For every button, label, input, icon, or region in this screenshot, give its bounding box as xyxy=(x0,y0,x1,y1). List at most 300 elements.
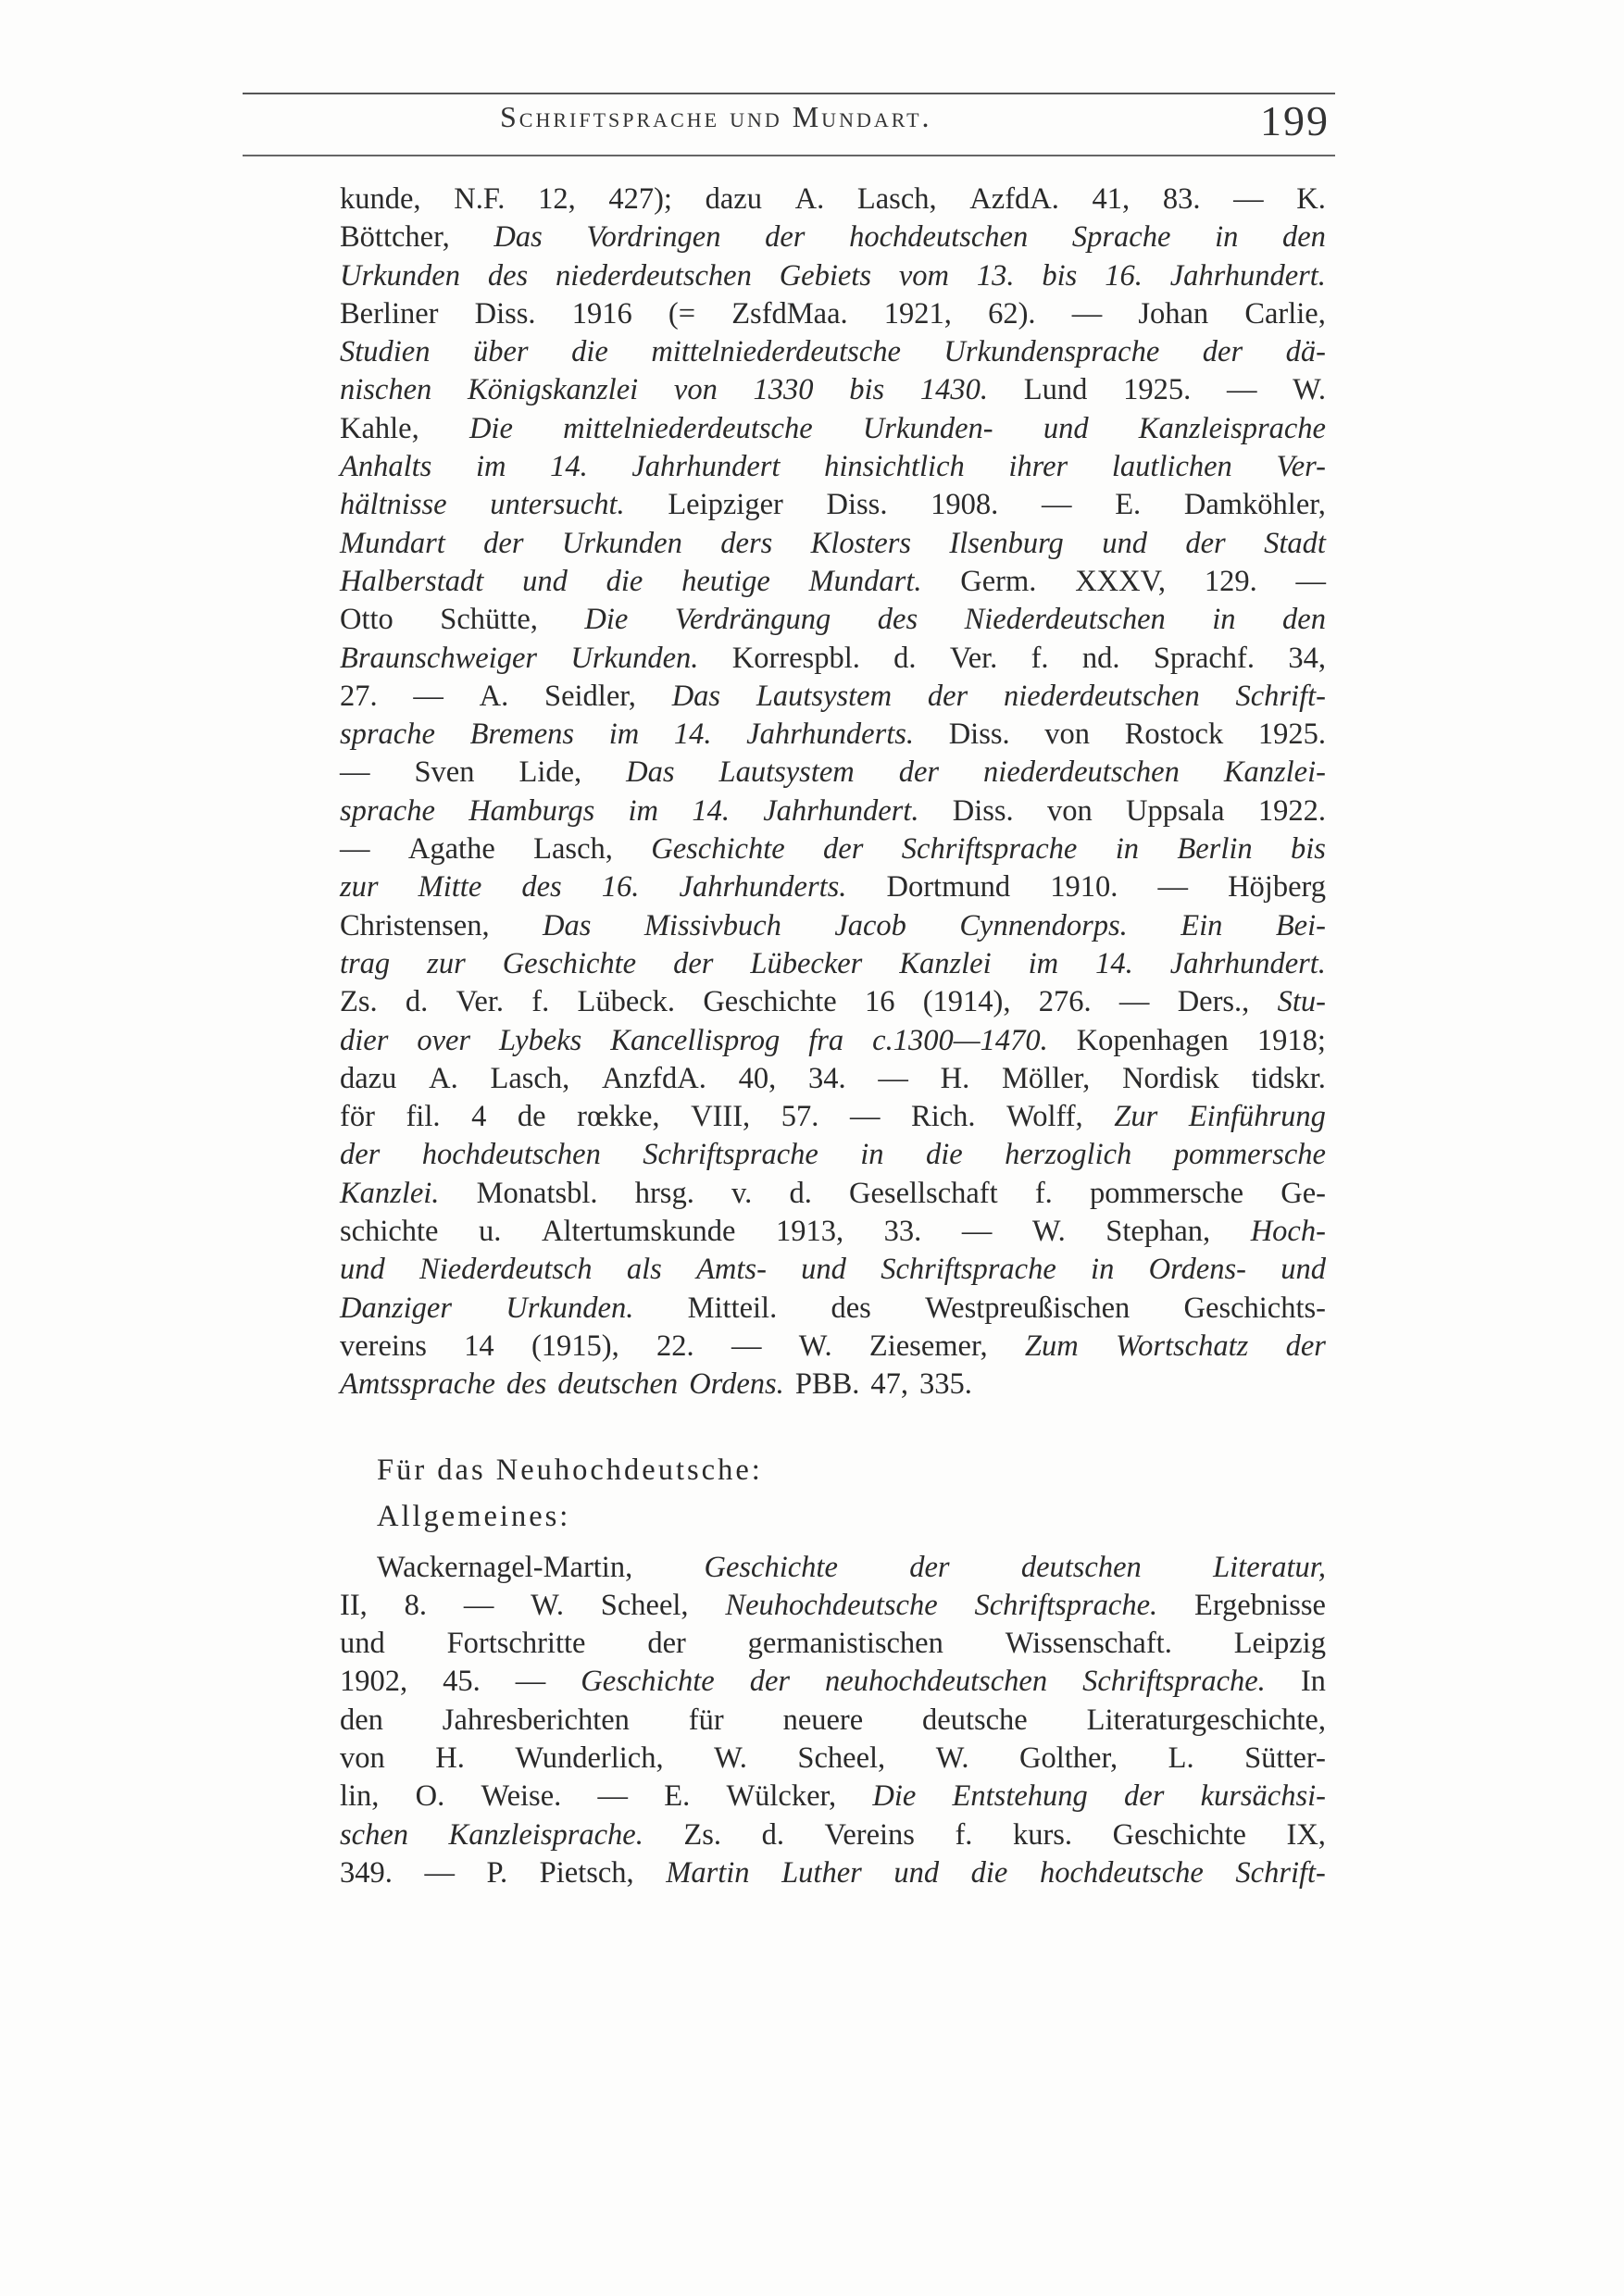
word: — xyxy=(1118,985,1150,1019)
word: lin, xyxy=(340,1779,380,1814)
word: Diss. xyxy=(826,488,888,522)
word: Altertumskunde xyxy=(541,1215,736,1249)
word: Ziesemer, xyxy=(868,1329,988,1363)
text-line xyxy=(340,333,1326,371)
word: W. xyxy=(935,1741,969,1775)
word: zur xyxy=(427,946,466,980)
word: Mundart xyxy=(340,526,445,560)
word: über xyxy=(473,335,529,369)
word: f. xyxy=(955,1817,973,1852)
word: Diss. xyxy=(474,296,536,331)
word: bis xyxy=(1291,832,1326,867)
word: 1921, xyxy=(883,296,952,331)
text-line xyxy=(340,907,1326,945)
word: d. xyxy=(405,985,429,1019)
word: sprache xyxy=(340,793,435,828)
word: — xyxy=(731,1329,762,1363)
word: Otto xyxy=(340,603,394,637)
running-head: Schriftsprache und Mundart. xyxy=(500,100,932,133)
text-line xyxy=(340,448,1326,486)
word: in xyxy=(1215,220,1239,255)
word: 1922. xyxy=(1257,793,1326,828)
word: Dortmund xyxy=(886,870,1011,905)
word: Verdrängung xyxy=(674,603,831,637)
word: 12, xyxy=(538,182,576,216)
word: Berliner xyxy=(340,296,439,331)
word: Amts- xyxy=(696,1253,767,1287)
text-line xyxy=(340,1702,1326,1740)
word: im xyxy=(608,718,640,752)
word: Lautsystem xyxy=(718,755,855,790)
text-line xyxy=(340,563,1326,601)
word: Ordens. xyxy=(689,1367,784,1402)
word: von xyxy=(673,373,718,407)
text-line xyxy=(340,1366,1326,1404)
word: Scheel, xyxy=(600,1588,689,1622)
word: Braunschweiger xyxy=(340,641,538,675)
word: Monatsbl. xyxy=(476,1176,598,1210)
text-line xyxy=(340,525,1326,563)
word: Schriftsprache xyxy=(881,1253,1056,1287)
word: Rostock xyxy=(1124,718,1224,752)
text-line xyxy=(340,601,1326,639)
word: 349. xyxy=(340,1855,393,1890)
word: d. xyxy=(893,641,917,675)
word: Geschichte xyxy=(581,1665,715,1699)
word: deutschen xyxy=(557,1367,679,1402)
word: Das xyxy=(626,755,675,790)
word: Kahle, xyxy=(340,411,419,445)
word: heutige xyxy=(681,564,770,598)
word: der xyxy=(909,1550,950,1584)
text-line xyxy=(340,257,1326,295)
word: Geschichte xyxy=(502,946,637,980)
word: Scheel, xyxy=(797,1741,886,1775)
word: A. xyxy=(794,182,825,216)
word: des xyxy=(506,1367,547,1402)
word: Sprache xyxy=(1071,220,1171,255)
word: Golther, xyxy=(1019,1741,1118,1775)
word: Entstehung xyxy=(952,1779,1088,1814)
word: 14 xyxy=(464,1329,494,1363)
word: im xyxy=(1028,946,1059,980)
word: 14. xyxy=(692,793,730,828)
word: der xyxy=(749,1665,791,1699)
word: des xyxy=(877,603,918,637)
word: Zum xyxy=(1024,1329,1079,1363)
word: Neuhochdeutsche xyxy=(725,1588,938,1622)
word: 62). xyxy=(988,296,1036,331)
word: H. xyxy=(940,1061,970,1095)
word: Leipzig xyxy=(1233,1627,1326,1661)
word: nd. xyxy=(1081,641,1120,675)
word: 427); xyxy=(608,182,672,216)
word: N.F. xyxy=(454,182,506,216)
word: Lübecker xyxy=(750,946,863,980)
word: Ver. xyxy=(456,985,504,1019)
word: den xyxy=(1282,603,1326,637)
word: in xyxy=(1115,832,1139,867)
word: d. xyxy=(761,1817,784,1852)
word: hinsichtlich xyxy=(824,450,965,484)
word: Urkundensprache xyxy=(943,335,1160,369)
word: Kanzlei- xyxy=(1223,755,1326,790)
word: fil. xyxy=(406,1100,441,1134)
word: Lund xyxy=(1023,373,1088,407)
word: Niederdeutsch xyxy=(419,1253,593,1287)
word: 45. xyxy=(443,1665,481,1699)
word: Das xyxy=(493,220,543,255)
word: und xyxy=(1043,411,1089,445)
word: 47, xyxy=(870,1367,908,1402)
word: — xyxy=(961,1215,993,1249)
word: von xyxy=(1044,718,1091,752)
word: 83. xyxy=(1162,182,1201,216)
word: Stadt xyxy=(1264,526,1326,560)
word: von xyxy=(340,1741,385,1775)
text-line xyxy=(340,1625,1326,1663)
word: Studien xyxy=(340,335,431,369)
word: Urkunden. xyxy=(570,641,699,675)
text-line xyxy=(340,1136,1326,1174)
word: und xyxy=(1280,1253,1326,1287)
word: c.1300—1470. xyxy=(872,1023,1048,1057)
word: Jahrhunderts. xyxy=(679,870,847,905)
word: 27. xyxy=(340,679,378,713)
word: der xyxy=(823,832,864,867)
word: 1913, xyxy=(775,1215,844,1249)
word: Niederdeutschen xyxy=(964,603,1166,637)
word: Wackernagel-Martin, xyxy=(377,1550,633,1584)
word: 57. xyxy=(781,1100,819,1134)
word: — xyxy=(849,1100,881,1134)
word: mittelniederdeutsche xyxy=(651,335,901,369)
word: Christensen, xyxy=(340,908,490,942)
word: der xyxy=(1202,335,1243,369)
text-line xyxy=(340,295,1326,333)
word: dazu xyxy=(340,1061,397,1095)
word: — xyxy=(1041,488,1072,522)
word: 129. xyxy=(1204,564,1257,598)
word: Lasch, xyxy=(533,832,613,867)
word: pommersche xyxy=(1173,1138,1326,1172)
word: Jahrhundert. xyxy=(1169,946,1326,980)
word: O. xyxy=(415,1779,445,1814)
word: Zs. xyxy=(683,1817,722,1852)
word: XXXV, xyxy=(1075,564,1167,598)
word: 276. xyxy=(1038,985,1092,1019)
word: des xyxy=(831,1291,871,1325)
word: Uppsala xyxy=(1126,793,1225,828)
word: als xyxy=(626,1253,662,1287)
word: — xyxy=(340,832,370,867)
word: Germ. xyxy=(960,564,1037,598)
word: ihrer xyxy=(1008,450,1068,484)
word: Lasch, xyxy=(856,182,937,216)
word: 1330 xyxy=(753,373,814,407)
word: — xyxy=(424,1855,455,1890)
word: Geschichts- xyxy=(1183,1291,1326,1325)
word: Lasch, xyxy=(490,1061,570,1095)
word: für xyxy=(688,1703,724,1737)
word: 1916 xyxy=(571,296,632,331)
word: dä- xyxy=(1285,335,1326,369)
word: Diss. xyxy=(948,718,1010,752)
word: Fortschritte xyxy=(446,1627,586,1661)
word: fra xyxy=(808,1023,844,1057)
word: PBB. xyxy=(794,1367,860,1402)
word: 1925. xyxy=(1123,373,1192,407)
word: ders xyxy=(720,526,773,560)
word: der xyxy=(1185,526,1226,560)
word: der xyxy=(1124,1779,1165,1814)
word: 40, xyxy=(738,1061,777,1095)
word: Urkunden. xyxy=(506,1291,634,1325)
word: Ge- xyxy=(1280,1176,1326,1210)
word: des xyxy=(521,870,562,905)
word: neuhochdeutschen xyxy=(825,1665,1048,1699)
word: Zur xyxy=(1114,1100,1158,1134)
text-line xyxy=(340,218,1326,256)
word: IX, xyxy=(1286,1817,1326,1852)
word: — xyxy=(1233,182,1264,216)
word: deutschen xyxy=(1020,1550,1142,1584)
word: W. xyxy=(798,1329,832,1363)
word: hochdeutschen xyxy=(849,220,1029,255)
word: niederdeutschen xyxy=(556,258,752,293)
word: Rich. xyxy=(911,1100,976,1134)
text-line xyxy=(340,754,1326,792)
word: Luther xyxy=(781,1855,862,1890)
word: Wissenschaft. xyxy=(1005,1627,1172,1661)
heading-neuhochdeutsch: Für das Neuhochdeutsche: xyxy=(377,1453,763,1487)
word: 33. xyxy=(883,1215,922,1249)
word: 16 xyxy=(864,985,895,1019)
word: Schriftsprache xyxy=(901,832,1078,867)
word: den xyxy=(1282,220,1326,255)
word: Geschichte xyxy=(703,985,837,1019)
word: Wortschatz xyxy=(1116,1329,1249,1363)
word: Höjberg xyxy=(1228,870,1326,905)
word: hrsg. xyxy=(634,1176,694,1210)
word: Cynnendorps. xyxy=(959,908,1128,942)
word: niederdeutschen xyxy=(983,755,1180,790)
word: Leipziger xyxy=(668,488,783,522)
word: — xyxy=(1295,564,1326,598)
text-line xyxy=(340,371,1326,409)
word: Hamburgs xyxy=(468,793,595,828)
word: — xyxy=(1071,296,1103,331)
word: dazu xyxy=(705,182,762,216)
word: und xyxy=(340,1253,385,1287)
word: Kopenhagen xyxy=(1076,1023,1229,1057)
heading-allgemeines: Allgemeines: xyxy=(377,1499,571,1533)
word: Literatur, xyxy=(1213,1550,1326,1584)
word: 1918; xyxy=(1256,1023,1326,1057)
text-line xyxy=(340,640,1326,678)
word: II, xyxy=(340,1588,368,1622)
word: Mitte xyxy=(418,870,482,905)
word: ZsfdMaa. xyxy=(731,296,848,331)
word: Geschichte xyxy=(651,832,785,867)
word: Jahrhunderts. xyxy=(746,718,915,752)
word: Jahresberichten xyxy=(442,1703,630,1737)
word: Schriftsprache. xyxy=(974,1588,1158,1622)
word: der xyxy=(927,679,968,713)
word: Literaturgeschichte, xyxy=(1086,1703,1326,1737)
word: der xyxy=(673,946,714,980)
word: Die xyxy=(468,411,513,445)
word: Jahrhundert. xyxy=(1169,258,1326,293)
word: vereins xyxy=(340,1329,427,1363)
word: Ordens- xyxy=(1148,1253,1246,1287)
word: Schriftsprache. xyxy=(1082,1665,1266,1699)
text-line xyxy=(340,1663,1326,1701)
text-line xyxy=(340,181,1326,218)
word: in xyxy=(1212,603,1236,637)
word: f. xyxy=(531,985,550,1019)
word: lautlichen xyxy=(1111,450,1232,484)
word: germanistischen xyxy=(747,1627,943,1661)
word: E. xyxy=(1115,488,1142,522)
text-line xyxy=(340,1213,1326,1251)
text-line xyxy=(340,410,1326,448)
word: — xyxy=(515,1665,546,1699)
word: W. xyxy=(531,1588,564,1622)
word: Ein xyxy=(1181,908,1223,942)
word: in xyxy=(1091,1253,1115,1287)
word: W. xyxy=(1293,373,1326,407)
word: f. xyxy=(1034,1176,1053,1210)
word: kunde, xyxy=(340,182,421,216)
text-line xyxy=(340,1060,1326,1098)
word: AzfdA. xyxy=(969,182,1059,216)
word: die xyxy=(970,1855,1008,1890)
word: deutsche xyxy=(922,1703,1028,1737)
text-line xyxy=(340,1251,1326,1289)
word: Sprachf. xyxy=(1153,641,1255,675)
word: W. xyxy=(1031,1215,1066,1249)
word: kursächsi- xyxy=(1200,1779,1326,1814)
word: Urkunden xyxy=(561,526,682,560)
word: 1908. xyxy=(931,488,999,522)
word: im xyxy=(475,450,506,484)
word: Hoch- xyxy=(1250,1215,1326,1249)
word: Carlie, xyxy=(1244,296,1326,331)
word: Stephan, xyxy=(1106,1215,1211,1249)
text-line xyxy=(340,1816,1326,1854)
word: — xyxy=(1157,870,1188,905)
word: Ilsenburg xyxy=(949,526,1064,560)
word: hochdeutsche xyxy=(1039,1855,1204,1890)
word: untersucht. xyxy=(490,488,625,522)
word: herzoglich xyxy=(1005,1138,1132,1172)
word: Anhalts xyxy=(340,450,432,484)
word: Missivbuch xyxy=(643,908,781,942)
word: för xyxy=(340,1100,375,1134)
word: zur xyxy=(340,870,379,905)
word: — xyxy=(878,1061,908,1095)
word: — xyxy=(340,755,370,790)
word: vom xyxy=(898,258,950,293)
word: 34. xyxy=(807,1061,846,1095)
word: den xyxy=(340,1703,383,1737)
word: im xyxy=(628,793,659,828)
word: Kanzlei xyxy=(899,946,992,980)
word: Mundart. xyxy=(808,564,922,598)
word: Ergebnisse xyxy=(1193,1588,1326,1622)
word: (1914), xyxy=(922,985,1011,1019)
text-line xyxy=(340,1740,1326,1778)
word: 1430. xyxy=(919,373,989,407)
word: Mitteil. xyxy=(687,1291,778,1325)
word: Lybeks xyxy=(499,1023,582,1057)
word: — xyxy=(463,1588,494,1622)
word: Schrift- xyxy=(1235,679,1326,713)
word: Königskanzlei xyxy=(468,373,639,407)
word: de xyxy=(517,1100,546,1134)
word: 8. xyxy=(404,1588,427,1622)
text-line xyxy=(340,983,1326,1021)
word: dier xyxy=(340,1023,389,1057)
word: bis xyxy=(1042,258,1078,293)
text-line xyxy=(340,678,1326,716)
word: die xyxy=(606,564,643,598)
word: und xyxy=(1102,526,1147,560)
word: die xyxy=(571,335,608,369)
word: Urkunden xyxy=(340,258,460,293)
word: f. xyxy=(1031,641,1049,675)
word: W. xyxy=(714,1741,747,1775)
word: — xyxy=(1226,373,1257,407)
word: 13. xyxy=(976,258,1015,293)
word: 4 xyxy=(471,1100,487,1134)
word: Geschichte xyxy=(1112,1817,1246,1852)
word: nischen xyxy=(340,373,432,407)
header-rule-bottom xyxy=(243,155,1335,156)
word: Das xyxy=(543,908,592,942)
word: — xyxy=(413,679,443,713)
word: Kanzleisprache. xyxy=(448,1817,643,1852)
word: Lide, xyxy=(518,755,582,790)
word: Seidler, xyxy=(544,679,636,713)
word: Sven xyxy=(414,755,475,790)
word: Die xyxy=(872,1779,917,1814)
bibliography-block-mnd xyxy=(340,181,1326,1404)
word: P. xyxy=(486,1855,508,1890)
word: Pietsch, xyxy=(539,1855,634,1890)
word: VIII, xyxy=(691,1100,751,1134)
word: E. xyxy=(664,1779,691,1814)
word: trag xyxy=(340,946,391,980)
word: schichte xyxy=(340,1215,439,1249)
word: 16. xyxy=(1105,258,1143,293)
word: Gesellschaft xyxy=(849,1176,998,1210)
word: Ver- xyxy=(1276,450,1326,484)
word: pommersche xyxy=(1090,1176,1244,1210)
word: Nordisk xyxy=(1122,1061,1219,1095)
word: (= xyxy=(668,296,696,331)
word: Wolff, xyxy=(1006,1100,1083,1134)
text-line xyxy=(340,1328,1326,1366)
word: der xyxy=(1285,1329,1326,1363)
word: Martin xyxy=(666,1855,750,1890)
word: Lautsystem xyxy=(756,679,893,713)
word: d. xyxy=(789,1176,812,1210)
word: 22. xyxy=(656,1329,694,1363)
word: Westpreußischen xyxy=(925,1291,1131,1325)
word: Möller, xyxy=(1002,1061,1091,1095)
